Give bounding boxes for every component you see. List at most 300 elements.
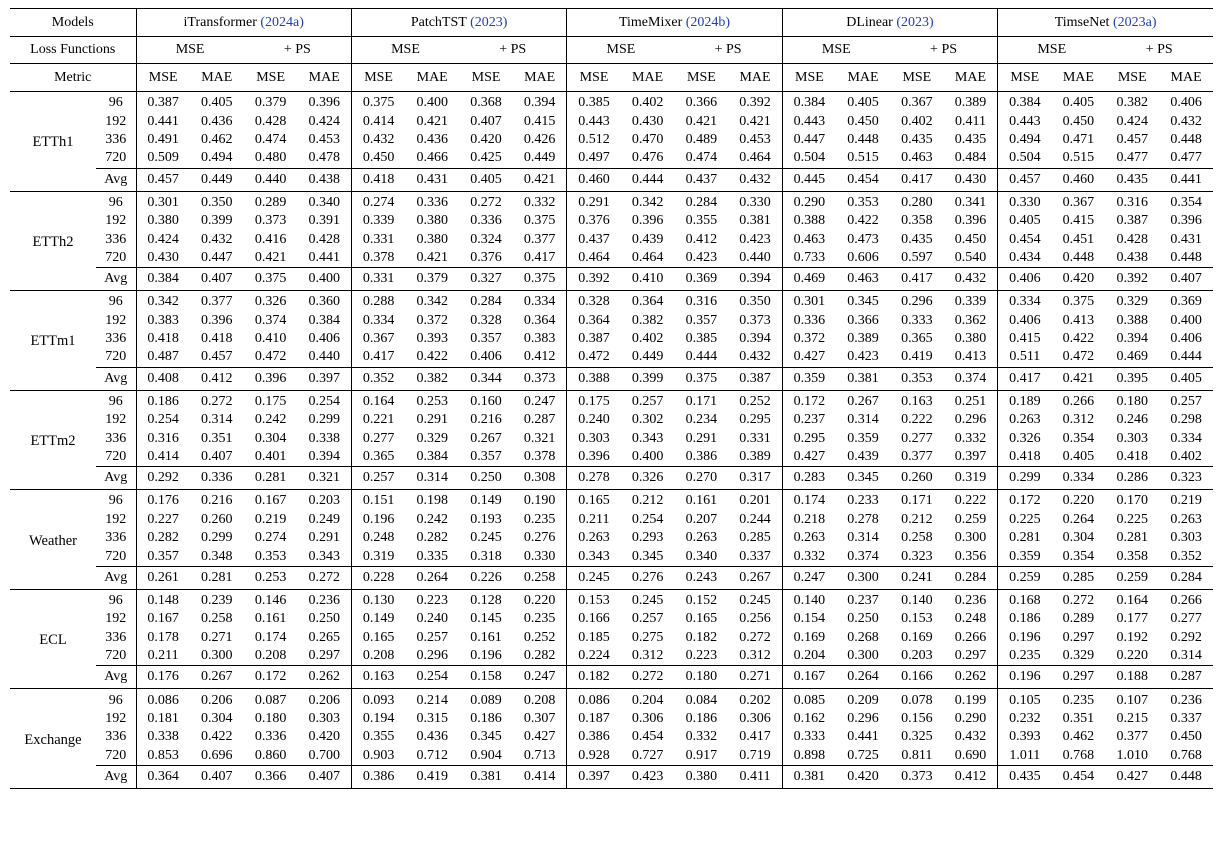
value-cell: 0.473 [847,231,879,247]
value-cell: 0.428 [254,113,287,129]
value-cell: 0.196 [470,648,502,664]
value-cell: 0.228 [351,566,405,589]
value-cell: 0.233 [847,493,879,509]
value-cell: 0.405 [1159,367,1213,390]
value-cell: 0.180 [254,710,287,726]
model-name: TimseNet [1054,14,1110,30]
value-cell: 0.358 [901,213,933,229]
value-cell: 0.167 [147,611,179,627]
value-cell: 0.447 [793,131,826,147]
avg-label: Avg [96,367,136,390]
table-row [10,330,1213,348]
value-cell: 0.423 [685,249,718,265]
value-cell: 0.316 [1116,194,1149,210]
value-cell: 0.298 [1170,412,1202,428]
value-cell: 0.332 [793,548,826,564]
value-cell: 0.417 [362,349,395,365]
value-cell: 0.414 [362,113,395,129]
value-cell: 0.280 [901,194,933,210]
table-row [10,131,1213,149]
value-cell: 0.421 [416,249,448,265]
value-cell: 0.460 [1052,168,1106,191]
value-cell: 0.373 [513,367,567,390]
value-cell: 0.478 [298,149,352,168]
value-cell: 0.245 [728,589,782,610]
value-cell: 0.306 [728,710,782,728]
horizon-label: 192 [96,312,136,330]
value-cell: 0.377 [1116,729,1149,745]
value-cell: 0.253 [416,393,448,409]
value-cell: 0.274 [362,194,395,210]
value-cell: 0.394 [728,330,782,348]
value-cell: 0.177 [1116,611,1149,627]
value-cell: 0.339 [944,291,998,312]
value-cell: 0.290 [944,710,998,728]
value-cell: 0.384 [416,449,448,465]
value-cell: 0.410 [254,331,287,347]
value-cell: 0.291 [685,430,718,446]
value-cell: 0.606 [847,249,879,265]
value-cell: 0.257 [631,393,664,409]
value-cell: 0.394 [1116,331,1149,347]
model-name: iTransformer [183,14,257,30]
value-cell: 0.257 [351,467,405,490]
value-cell: 0.356 [944,547,998,566]
value-cell: 0.453 [728,131,782,149]
value-cell: 0.252 [513,629,567,647]
value-cell: 0.436 [416,729,448,745]
value-cell: 0.393 [416,331,448,347]
value-cell: 0.190 [513,490,567,511]
value-cell: 0.353 [890,367,944,390]
value-cell: 0.420 [836,765,890,788]
value-cell: 0.405 [1062,449,1095,465]
value-cell: 0.377 [201,294,233,310]
value-cell: 0.418 [147,331,179,347]
value-cell: 0.380 [416,231,448,247]
avg-label: Avg [96,168,136,191]
value-cell: 0.768 [1170,747,1202,763]
value-cell: 0.489 [685,131,718,147]
value-cell: 0.430 [944,168,998,191]
value-cell: 0.432 [728,348,782,367]
metric-header: MSE [1105,64,1159,92]
value-cell: 0.450 [944,230,998,248]
value-cell: 0.254 [298,390,352,411]
value-cell: 0.435 [901,131,933,147]
value-cell: 0.412 [944,765,998,788]
value-cell: 0.167 [782,666,836,689]
value-cell: 0.357 [470,449,502,465]
value-cell: 0.377 [513,230,567,248]
value-cell: 0.276 [513,529,567,547]
value-cell: 0.412 [190,367,244,390]
value-cell: 0.387 [728,367,782,390]
value-cell: 0.423 [728,230,782,248]
value-cell: 0.898 [793,747,826,763]
value-cell: 0.357 [685,312,718,328]
value-cell: 0.160 [470,393,502,409]
value-cell: 0.391 [298,212,352,230]
value-cell: 0.182 [685,629,718,645]
model-citation[interactable]: (2024a) [260,14,304,30]
model-citation[interactable]: (2024b) [685,14,731,30]
value-cell: 0.289 [254,194,287,210]
value-cell: 0.407 [298,765,352,788]
value-cell: 0.394 [513,92,567,113]
value-cell: 0.244 [728,511,782,529]
value-cell: 0.226 [459,566,513,589]
value-cell: 0.360 [298,291,352,312]
value-cell: 0.811 [901,747,933,763]
value-cell: 0.928 [578,747,610,763]
value-cell: 0.444 [621,168,675,191]
value-cell: 0.245 [567,566,621,589]
model-header-patchtst [351,9,566,37]
table-row [10,647,1213,666]
value-cell: 0.440 [244,168,298,191]
value-cell: 0.364 [513,312,567,330]
value-cell: 0.436 [201,113,233,129]
value-cell: 0.284 [944,566,998,589]
value-cell: 0.330 [728,191,782,212]
value-cell: 0.408 [136,367,190,390]
value-cell: 0.272 [728,629,782,647]
value-cell: 0.187 [578,710,610,726]
value-cell: 0.355 [362,729,395,745]
value-cell: 0.196 [1009,629,1041,645]
horizon-label: 336 [96,131,136,149]
value-cell: 0.407 [201,449,233,465]
value-cell: 0.237 [847,593,879,608]
value-cell: 0.367 [362,331,395,347]
value-cell: 0.223 [416,593,448,608]
value-cell: 0.163 [901,393,933,409]
value-cell: 0.314 [847,530,879,546]
value-cell: 0.334 [513,291,567,312]
value-cell: 0.365 [362,449,395,465]
table-row [10,312,1213,330]
value-cell: 0.380 [416,213,448,229]
value-cell: 0.449 [190,168,244,191]
value-cell: 0.172 [244,666,298,689]
value-cell: 0.204 [631,692,664,708]
value-cell: 0.415 [1062,213,1095,229]
value-cell: 0.420 [1052,268,1106,291]
header-metric-row [10,64,1213,92]
value-cell: 0.193 [470,511,502,527]
value-cell: 0.225 [1116,511,1149,527]
table-row [10,511,1213,529]
value-cell: 0.379 [254,95,287,111]
table-row [10,249,1213,268]
model-citation[interactable]: (2023) [896,14,934,30]
value-cell: 0.153 [901,611,933,627]
value-cell: 0.087 [254,692,287,708]
value-cell: 0.236 [1170,692,1202,708]
value-cell: 0.375 [513,212,567,230]
value-cell: 0.405 [459,168,513,191]
value-cell: 0.171 [901,493,933,509]
metric-header: MAE [944,64,998,92]
value-cell: 0.149 [470,493,502,509]
value-cell: 0.385 [578,95,610,111]
value-cell: 0.904 [470,747,502,763]
value-cell: 0.216 [470,412,502,428]
value-cell: 0.300 [847,648,879,664]
value-cell: 0.457 [136,168,190,191]
value-cell: 0.399 [201,213,233,229]
dataset-name: Weather [10,490,96,590]
value-cell: 0.380 [944,330,998,348]
value-cell: 0.291 [416,412,448,428]
value-cell: 0.470 [631,131,664,147]
value-cell: 0.407 [470,113,502,129]
value-cell: 0.330 [1009,194,1041,210]
table-row [10,589,1213,610]
value-cell: 0.274 [254,530,287,546]
value-cell: 0.282 [513,647,567,666]
value-cell: 0.424 [1116,113,1149,129]
value-cell: 0.186 [470,710,502,726]
horizon-label: 96 [96,191,136,212]
value-cell: 0.345 [836,467,890,490]
value-cell: 0.207 [685,511,718,527]
dataset-name: ETTm2 [10,390,96,490]
value-cell: 0.151 [362,493,395,509]
value-cell: 0.257 [631,611,664,627]
value-cell: 0.260 [890,467,944,490]
value-cell: 0.256 [728,610,782,628]
value-cell: 0.225 [1009,511,1041,527]
horizon-label: 336 [96,230,136,248]
horizon-label: 96 [96,291,136,312]
loss-function-header: + PS [890,37,998,64]
loss-function-header: MSE [351,37,459,64]
value-cell: 0.386 [578,729,610,745]
value-cell: 0.421 [416,113,448,129]
value-cell: 0.164 [362,393,395,409]
value-cell: 0.181 [147,710,179,726]
value-cell: 0.287 [513,411,567,429]
model-header-dlinear [782,9,997,37]
value-cell: 0.380 [675,765,729,788]
metric-header: MAE [190,64,244,92]
value-cell: 0.162 [793,710,826,726]
value-cell: 0.293 [631,530,664,546]
value-cell: 0.441 [147,113,179,129]
value-cell: 0.336 [190,467,244,490]
table-row [10,490,1213,511]
metric-header: MSE [567,64,621,92]
value-cell: 0.375 [513,268,567,291]
value-cell: 0.336 [470,213,502,229]
value-cell: 0.178 [147,629,179,645]
value-cell: 0.166 [578,611,610,627]
value-cell: 0.378 [362,249,395,265]
value-cell: 0.326 [621,467,675,490]
value-cell: 0.277 [362,430,395,446]
value-cell: 0.232 [1009,710,1041,726]
value-cell: 0.234 [685,412,718,428]
value-cell: 0.154 [793,611,826,627]
value-cell: 0.428 [1116,231,1149,247]
value-cell: 0.152 [685,593,718,608]
value-cell: 0.407 [1159,268,1213,291]
value-cell: 0.289 [1062,611,1095,627]
value-cell: 0.418 [1116,449,1149,465]
value-cell: 0.332 [685,729,718,745]
value-cell: 0.246 [1116,412,1149,428]
metric-header: MAE [621,64,675,92]
value-cell: 0.314 [847,412,879,428]
value-cell: 0.719 [728,747,782,766]
value-cell: 0.445 [782,168,836,191]
value-cell: 0.299 [998,467,1052,490]
value-cell: 0.245 [631,593,664,608]
value-cell: 0.378 [513,448,567,467]
value-cell: 0.454 [1052,765,1106,788]
horizon-label: 192 [96,411,136,429]
value-cell: 0.422 [847,213,879,229]
value-cell: 0.323 [1159,467,1213,490]
value-cell: 0.263 [685,530,718,546]
value-cell: 0.364 [578,312,610,328]
value-cell: 0.417 [890,268,944,291]
value-cell: 0.318 [470,548,502,564]
value-cell: 0.166 [890,666,944,689]
value-cell: 0.285 [1052,566,1106,589]
value-cell: 0.287 [1159,666,1213,689]
value-cell: 0.384 [136,268,190,291]
horizon-label: 192 [96,511,136,529]
value-cell: 0.307 [513,710,567,728]
value-cell: 0.462 [1062,729,1095,745]
value-cell: 0.423 [847,349,879,365]
metric-header: MAE [298,64,352,92]
value-cell: 0.690 [944,747,998,766]
value-cell: 0.469 [1116,349,1149,365]
value-cell: 0.457 [1116,131,1149,147]
value-cell: 0.317 [728,467,782,490]
horizon-label: 192 [96,710,136,728]
avg-row [10,367,1213,390]
value-cell: 0.450 [847,113,879,129]
value-cell: 0.385 [685,331,718,347]
value-cell: 0.253 [244,566,298,589]
value-cell: 0.421 [685,113,718,129]
value-cell: 0.315 [416,710,448,726]
value-cell: 0.300 [201,648,233,664]
value-cell: 0.340 [298,191,352,212]
table-row [10,728,1213,746]
value-cell: 0.351 [201,430,233,446]
value-cell: 0.487 [147,349,179,365]
value-cell: 0.448 [1170,131,1202,147]
value-cell: 0.259 [998,566,1052,589]
value-cell: 0.328 [578,294,610,310]
avg-label: Avg [96,467,136,490]
table-row [10,547,1213,566]
value-cell: 0.220 [1116,648,1149,664]
value-cell: 0.319 [944,467,998,490]
value-cell: 0.161 [470,629,502,645]
value-cell: 0.397 [298,367,352,390]
value-cell: 0.401 [254,449,287,465]
value-cell: 0.388 [1116,312,1149,328]
value-cell: 0.700 [298,747,352,766]
table-row [10,230,1213,248]
value-cell: 0.381 [782,765,836,788]
horizon-label: 720 [96,547,136,566]
value-cell: 0.303 [1170,530,1202,546]
value-cell: 0.421 [728,112,782,130]
value-cell: 0.472 [254,349,287,365]
value-cell: 0.208 [362,648,395,664]
model-citation[interactable]: (2023a) [1112,14,1157,30]
value-cell: 0.597 [901,249,933,265]
value-cell: 0.257 [416,629,448,645]
value-cell: 0.443 [1009,113,1041,129]
value-cell: 0.410 [621,268,675,291]
value-cell: 0.345 [847,294,879,310]
loss-functions-label: Loss Functions [10,37,136,64]
value-cell: 0.512 [578,131,610,147]
value-cell: 0.306 [631,710,664,726]
value-cell: 0.288 [362,294,395,310]
value-cell: 0.161 [254,611,287,627]
value-cell: 0.444 [1170,349,1202,365]
value-cell: 0.292 [1170,629,1202,645]
table-row [10,747,1213,766]
value-cell: 0.392 [728,92,782,113]
value-cell: 0.353 [847,194,879,210]
value-cell: 0.366 [685,95,718,111]
value-cell: 0.414 [147,449,179,465]
value-cell: 0.374 [847,548,879,564]
value-cell: 0.406 [298,330,352,348]
value-cell: 0.272 [1062,593,1095,608]
value-cell: 0.312 [1062,412,1095,428]
value-cell: 0.417 [728,728,782,746]
value-cell: 0.396 [578,449,610,465]
horizon-label: 720 [96,747,136,766]
value-cell: 0.271 [728,666,782,689]
value-cell: 0.247 [782,566,836,589]
value-cell: 0.454 [836,168,890,191]
model-name: DLinear [846,14,893,30]
value-cell: 0.128 [470,593,502,608]
value-cell: 0.299 [201,530,233,546]
value-cell: 0.216 [201,493,233,509]
table-row [10,629,1213,647]
value-cell: 0.382 [1116,95,1149,111]
value-cell: 0.454 [631,729,664,745]
value-cell: 0.394 [298,448,352,467]
value-cell: 0.419 [901,349,933,365]
horizon-label: 96 [96,490,136,511]
value-cell: 0.301 [147,194,179,210]
model-citation[interactable]: (2023) [470,14,508,30]
value-cell: 0.389 [944,92,998,113]
value-cell: 0.417 [998,367,1052,390]
metric-header: MAE [513,64,567,92]
value-cell: 0.424 [147,231,179,247]
value-cell: 0.427 [513,728,567,746]
value-cell: 0.300 [944,529,998,547]
value-cell: 0.435 [944,131,998,149]
value-cell: 0.189 [1009,393,1041,409]
